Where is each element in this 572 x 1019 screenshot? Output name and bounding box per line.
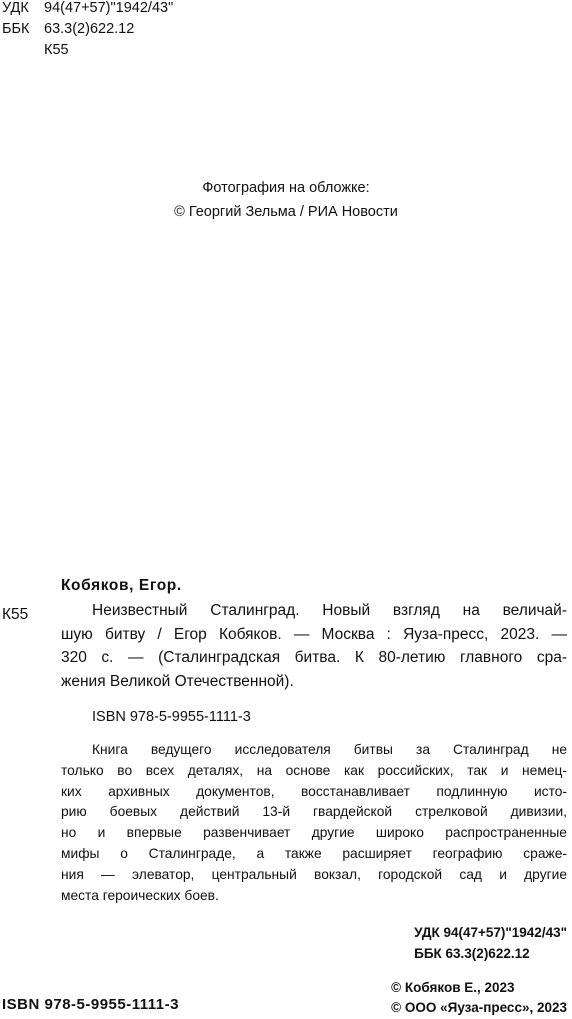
cover-photo-author: © Георгий Зельма / РИА Новости xyxy=(174,204,398,220)
abstract-line: только во всех деталях, на основе как российских, так и немец- xyxy=(61,762,567,778)
card-classification xyxy=(414,922,567,964)
card-udk: УДК 94(47+57)"1942/43" xyxy=(414,925,567,940)
copyright-author: © Кобяков Е., 2023 xyxy=(391,980,515,995)
bbk-row xyxy=(2,19,173,40)
description-line: Неизвестный Сталинград. Новый взгляд на величай- xyxy=(92,602,567,619)
abstract-line: ния — элеватор, центральный вокзал, городской сад и другие xyxy=(61,866,567,882)
footer-isbn: ISBN 978-5-9955-1111-3 xyxy=(2,996,179,1013)
card-author-mark: К55 xyxy=(2,606,29,623)
abstract-line: рию боевых действий 13-й гвардейской стрелковой дивизии, xyxy=(61,804,567,820)
abstract-line: ких архивных документов, восстанавливает подлинную исто- xyxy=(61,783,567,799)
udk-label: УДК xyxy=(2,0,29,16)
abstract-line: мифы о Сталинграде, а также расширяет географию сраже- xyxy=(61,845,567,861)
abstract-line: места героических боев. xyxy=(61,887,219,903)
abstract-line: но и впервые развенчивает другие широко распространенные xyxy=(61,825,567,841)
card-author: Кобяков, Егор. xyxy=(61,577,182,594)
card-bbk: ББК 63.3(2)622.12 xyxy=(414,946,530,961)
card-description xyxy=(61,599,567,693)
card-isbn: ISBN 978-5-9955-1111-3 xyxy=(92,709,251,725)
author-mark: К55 xyxy=(44,42,69,58)
bbk-value: 63.3(2)622.12 xyxy=(44,21,135,37)
udk-value: 94(47+57)"1942/43" xyxy=(44,0,174,16)
bbk-label: ББК xyxy=(2,21,30,37)
copyright-publisher: © ООО «Яуза-пресс», 2023 xyxy=(391,1000,567,1015)
cover-photo-caption: Фотография на обложке: xyxy=(202,180,370,196)
card-abstract xyxy=(61,740,567,906)
abstract-line: Книга ведущего исследователя битвы за Сталинград не xyxy=(92,742,567,757)
description-line: шую битву / Егор Кобяков. — Москва : Яуза-пресс, 2023. — xyxy=(61,625,567,643)
description-line: жения Великой Отечественной). xyxy=(61,672,294,690)
description-line: 320 с. — (Сталинградская битва. К 80-летию главного сра- xyxy=(61,649,567,666)
author-mark-row xyxy=(2,40,173,61)
cover-photo-credit xyxy=(0,176,572,224)
classification-block xyxy=(2,0,173,61)
copyright-block xyxy=(391,978,567,1018)
udk-row xyxy=(2,0,173,19)
